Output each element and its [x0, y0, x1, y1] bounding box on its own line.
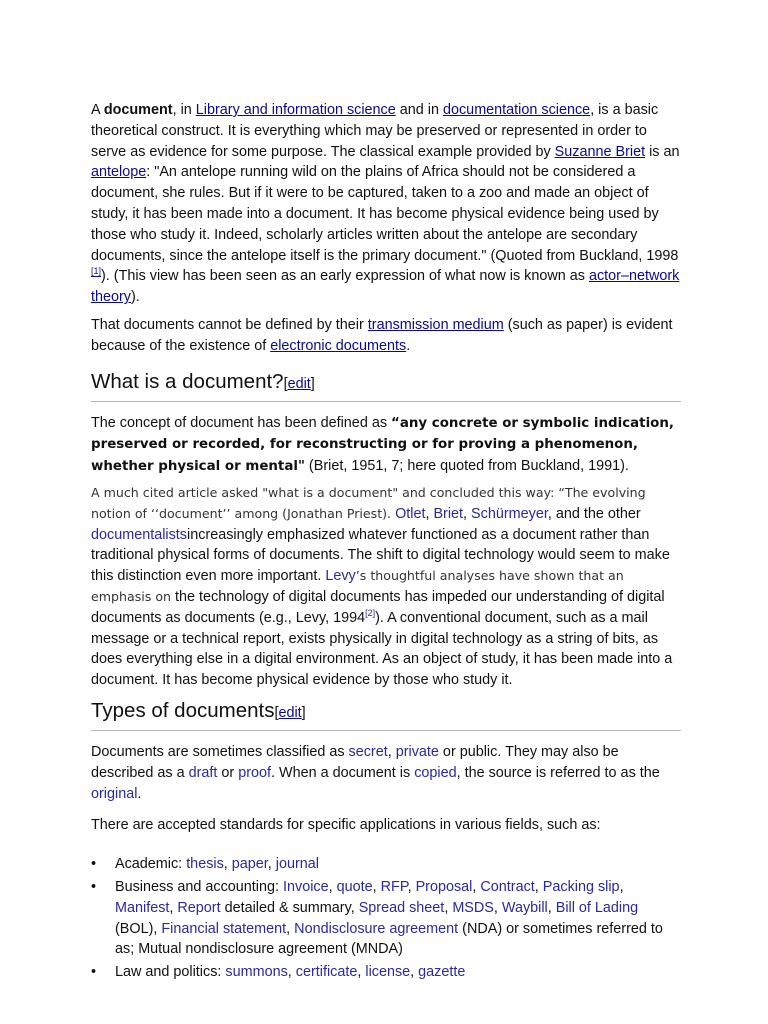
link-nondisclosure-agreement[interactable]: Nondisclosure agreement — [294, 920, 459, 937]
text: increasingly emphasized whatever functioned as a document rather than traditional physical forms of documents. The shift to digital technology would seem to make this distinction even more important. — [91, 526, 670, 585]
list-item-business: • Business and accounting: Invoice, quote, RFP, Proposal, Contract, Packing slip, Manifest, Report detailed & summary, Spread sheet, MSDS, Waybill, Bill of Lading (BOL), Financial statement, Nondisclosure agreement (NDA) or sometimes referred to as; Mutual nondisclosure agreement (MNDA) — [91, 878, 663, 958]
link-thesis[interactable]: thesis — [186, 856, 224, 873]
link-invoice[interactable]: Invoice — [283, 878, 329, 895]
edit-link[interactable]: edit — [278, 704, 302, 721]
text: ). A conventional document, such as a mail message or a technical report, exists physically in digital technology as a string of bits, as does everything else in a digital environment. As an object of study, it has been made into a document. It has become physical evidence by those who study it. — [91, 609, 673, 689]
text: or public. They may also be described as a — [91, 743, 619, 781]
link-suzanne-briet[interactable]: Suzanne Briet — [554, 143, 646, 160]
classification-paragraph: Documents are sometimes classified as secret, private or public. They may also be described as a draft or proof. When a document is copied, the source is referred to as the original. — [91, 743, 660, 802]
bullet-icon: • — [91, 856, 97, 873]
section-title: What is a document? — [91, 369, 284, 393]
medium-paragraph — [91, 315, 681, 357]
link-rfp[interactable]: RFP — [380, 878, 408, 895]
link-packing-slip[interactable]: Packing slip — [542, 878, 620, 895]
link-financial-statement[interactable]: Financial statement — [161, 920, 287, 937]
reference-2[interactable]: [2] — [365, 607, 376, 618]
text: the technology of digital documents has impeded our understanding of digital documents as documents (e.g., Levy, 1994 — [91, 588, 665, 626]
term-document: document — [103, 102, 173, 118]
text: ’s thoughtful analyses have shown that an emphasis on — [91, 568, 624, 604]
definition-paragraph — [91, 413, 681, 478]
section-title: Types of documents — [91, 698, 275, 722]
text: ). — [131, 289, 140, 306]
link-documentation-science[interactable]: documentation science — [442, 102, 591, 118]
intro-paragraph — [91, 100, 681, 308]
list-label: Business and accounting: — [115, 878, 284, 895]
link-documentalists[interactable]: documentalists — [91, 526, 187, 543]
section-heading-types-of-documents — [91, 698, 681, 731]
link-draft[interactable]: draft — [188, 764, 218, 781]
bullet-icon: • — [91, 878, 97, 895]
link-paper[interactable]: paper — [231, 856, 268, 873]
link-antelope[interactable]: antelope — [91, 164, 147, 181]
text: (BOL), — [115, 920, 162, 937]
link-schurmeyer[interactable]: Schürmeyer — [471, 505, 548, 522]
definition-quote: “any concrete or symbolic indication, preserved or recorded, for reconstructing or for proving a phenomenon, whether physical or mental" — [91, 415, 674, 475]
link-otlet[interactable]: Otlet — [395, 505, 426, 522]
link-license[interactable]: license — [365, 964, 411, 981]
list-item-law: • Law and politics: summons, certificate, license, gazette — [91, 962, 681, 983]
link-transmission-medium[interactable]: transmission medium — [367, 316, 504, 333]
bullet-icon: • — [91, 964, 97, 981]
article — [91, 100, 681, 985]
text: , and the other — [547, 505, 641, 522]
text: detailed & summary, — [220, 899, 359, 916]
text: (such as paper) is evident because of the existence of — [91, 316, 673, 354]
link-contract[interactable]: Contract — [480, 878, 535, 895]
link-proof[interactable]: proof — [238, 764, 271, 781]
link-report[interactable]: Report — [177, 899, 221, 916]
text: Documents are sometimes classified as — [91, 743, 349, 760]
reference-1[interactable]: [1] — [91, 266, 102, 277]
link-journal[interactable]: journal — [275, 856, 319, 873]
link-proposal[interactable]: Proposal — [415, 878, 473, 895]
edit-section-link-wrapper: [edit] — [283, 375, 315, 392]
text: or — [217, 764, 239, 781]
text: : "An antelope running wild on the plains of Africa should not be considered a document, she rules. But if it were to be captured, taken to a zoo and made an object of study, it has been made into a document. It has become physical evidence being used by those who study it. Indeed, scholarly articles written about the antelope are secondary documents, since the antelope itself is the primary document." (Quoted from Buckland, 1998 — [91, 164, 679, 264]
link-briet[interactable]: Briet — [433, 505, 464, 522]
link-copied[interactable]: copied — [414, 764, 457, 781]
text: , the source is referred to as the — [456, 764, 660, 781]
text: . When a document is — [271, 764, 415, 781]
text: , is a basic theoretical construct. It is everything which may be preserved or represented in order to serve as evidence for some purpose. The classical example provided by — [91, 102, 659, 160]
list-label: Academic: — [115, 856, 187, 873]
link-actor-network-theory[interactable]: actor–network theory — [91, 268, 680, 306]
section-heading-what-is-a-document — [91, 369, 681, 402]
link-gazette[interactable]: gazette — [418, 964, 466, 981]
list-item-academic: • Academic: thesis, paper, journal — [91, 854, 681, 875]
link-spread-sheet[interactable]: Spread sheet — [358, 899, 445, 916]
link-manifest[interactable]: Manifest — [115, 899, 170, 916]
link-certificate[interactable]: certificate — [295, 964, 358, 981]
edit-section-link-wrapper: [edit] — [274, 704, 306, 721]
standards-paragraph: There are accepted standards for specific applications in various fields, such as: — [91, 817, 601, 834]
link-summons[interactable]: summons — [225, 964, 288, 981]
text: ). (This view has been seen as an early expression of what now is known as — [101, 268, 589, 285]
text: The concept of document has been defined as — [91, 414, 392, 431]
text: is an — [645, 143, 680, 160]
link-original[interactable]: original — [91, 785, 138, 802]
link-private[interactable]: private — [395, 743, 439, 760]
link-msds[interactable]: MSDS — [452, 899, 494, 916]
cited-article-paragraph: A much cited article asked "what is a document" and concluded this way: “The evolving notion of ‘‘document’’ among (Jonathan Priest). Otlet, Briet, Schürmeyer, and the other documentalistsincreasingly emphasized whatever functioned as a document rather than traditional physical forms of documents. The shift to digital technology would seem to make this distinction even more important. Levy’s thoughtful analyses have shown that an emphasis on the technology of digital documents has impeded our understanding of digital documents as documents (e.g., Levy, 1994[2]). A conventional document, such as a mail message or a technical report, exists physically in digital technology as a string of bits, as does everything else in a digital environment. As an object of study, it has been made into a document. It has become physical evidence by those who study it. — [91, 484, 673, 689]
text: (NDA) or sometimes referred to as; Mutual nondisclosure agreement (MNDA) — [115, 920, 663, 958]
link-electronic-documents[interactable]: electronic documents — [270, 337, 407, 354]
link-secret[interactable]: secret — [348, 743, 388, 760]
link-bill-of-lading[interactable]: Bill of Lading — [555, 899, 639, 916]
link-levy[interactable]: Levy — [325, 568, 356, 585]
text: , in — [172, 102, 196, 118]
link-quote[interactable]: quote — [336, 878, 373, 895]
link-library-information-science[interactable]: Library and information science — [195, 102, 396, 118]
text: . — [137, 785, 142, 802]
text: A — [91, 102, 104, 118]
text: (Briet, 1951, 7; here quoted from Buckland, 1991). — [304, 458, 629, 475]
link-waybill[interactable]: Waybill — [501, 899, 548, 916]
text: That documents cannot be defined by their — [91, 316, 368, 333]
document-types-list — [91, 854, 681, 983]
text: . — [406, 337, 411, 354]
edit-link[interactable]: edit — [287, 375, 311, 392]
list-label: Law and politics: — [115, 964, 226, 981]
text: and in — [395, 102, 443, 118]
text: A much cited article asked "what is a document" and concluded this way: “The evolving notion of ‘‘document’’ among (Jonathan Priest). — [91, 484, 646, 521]
